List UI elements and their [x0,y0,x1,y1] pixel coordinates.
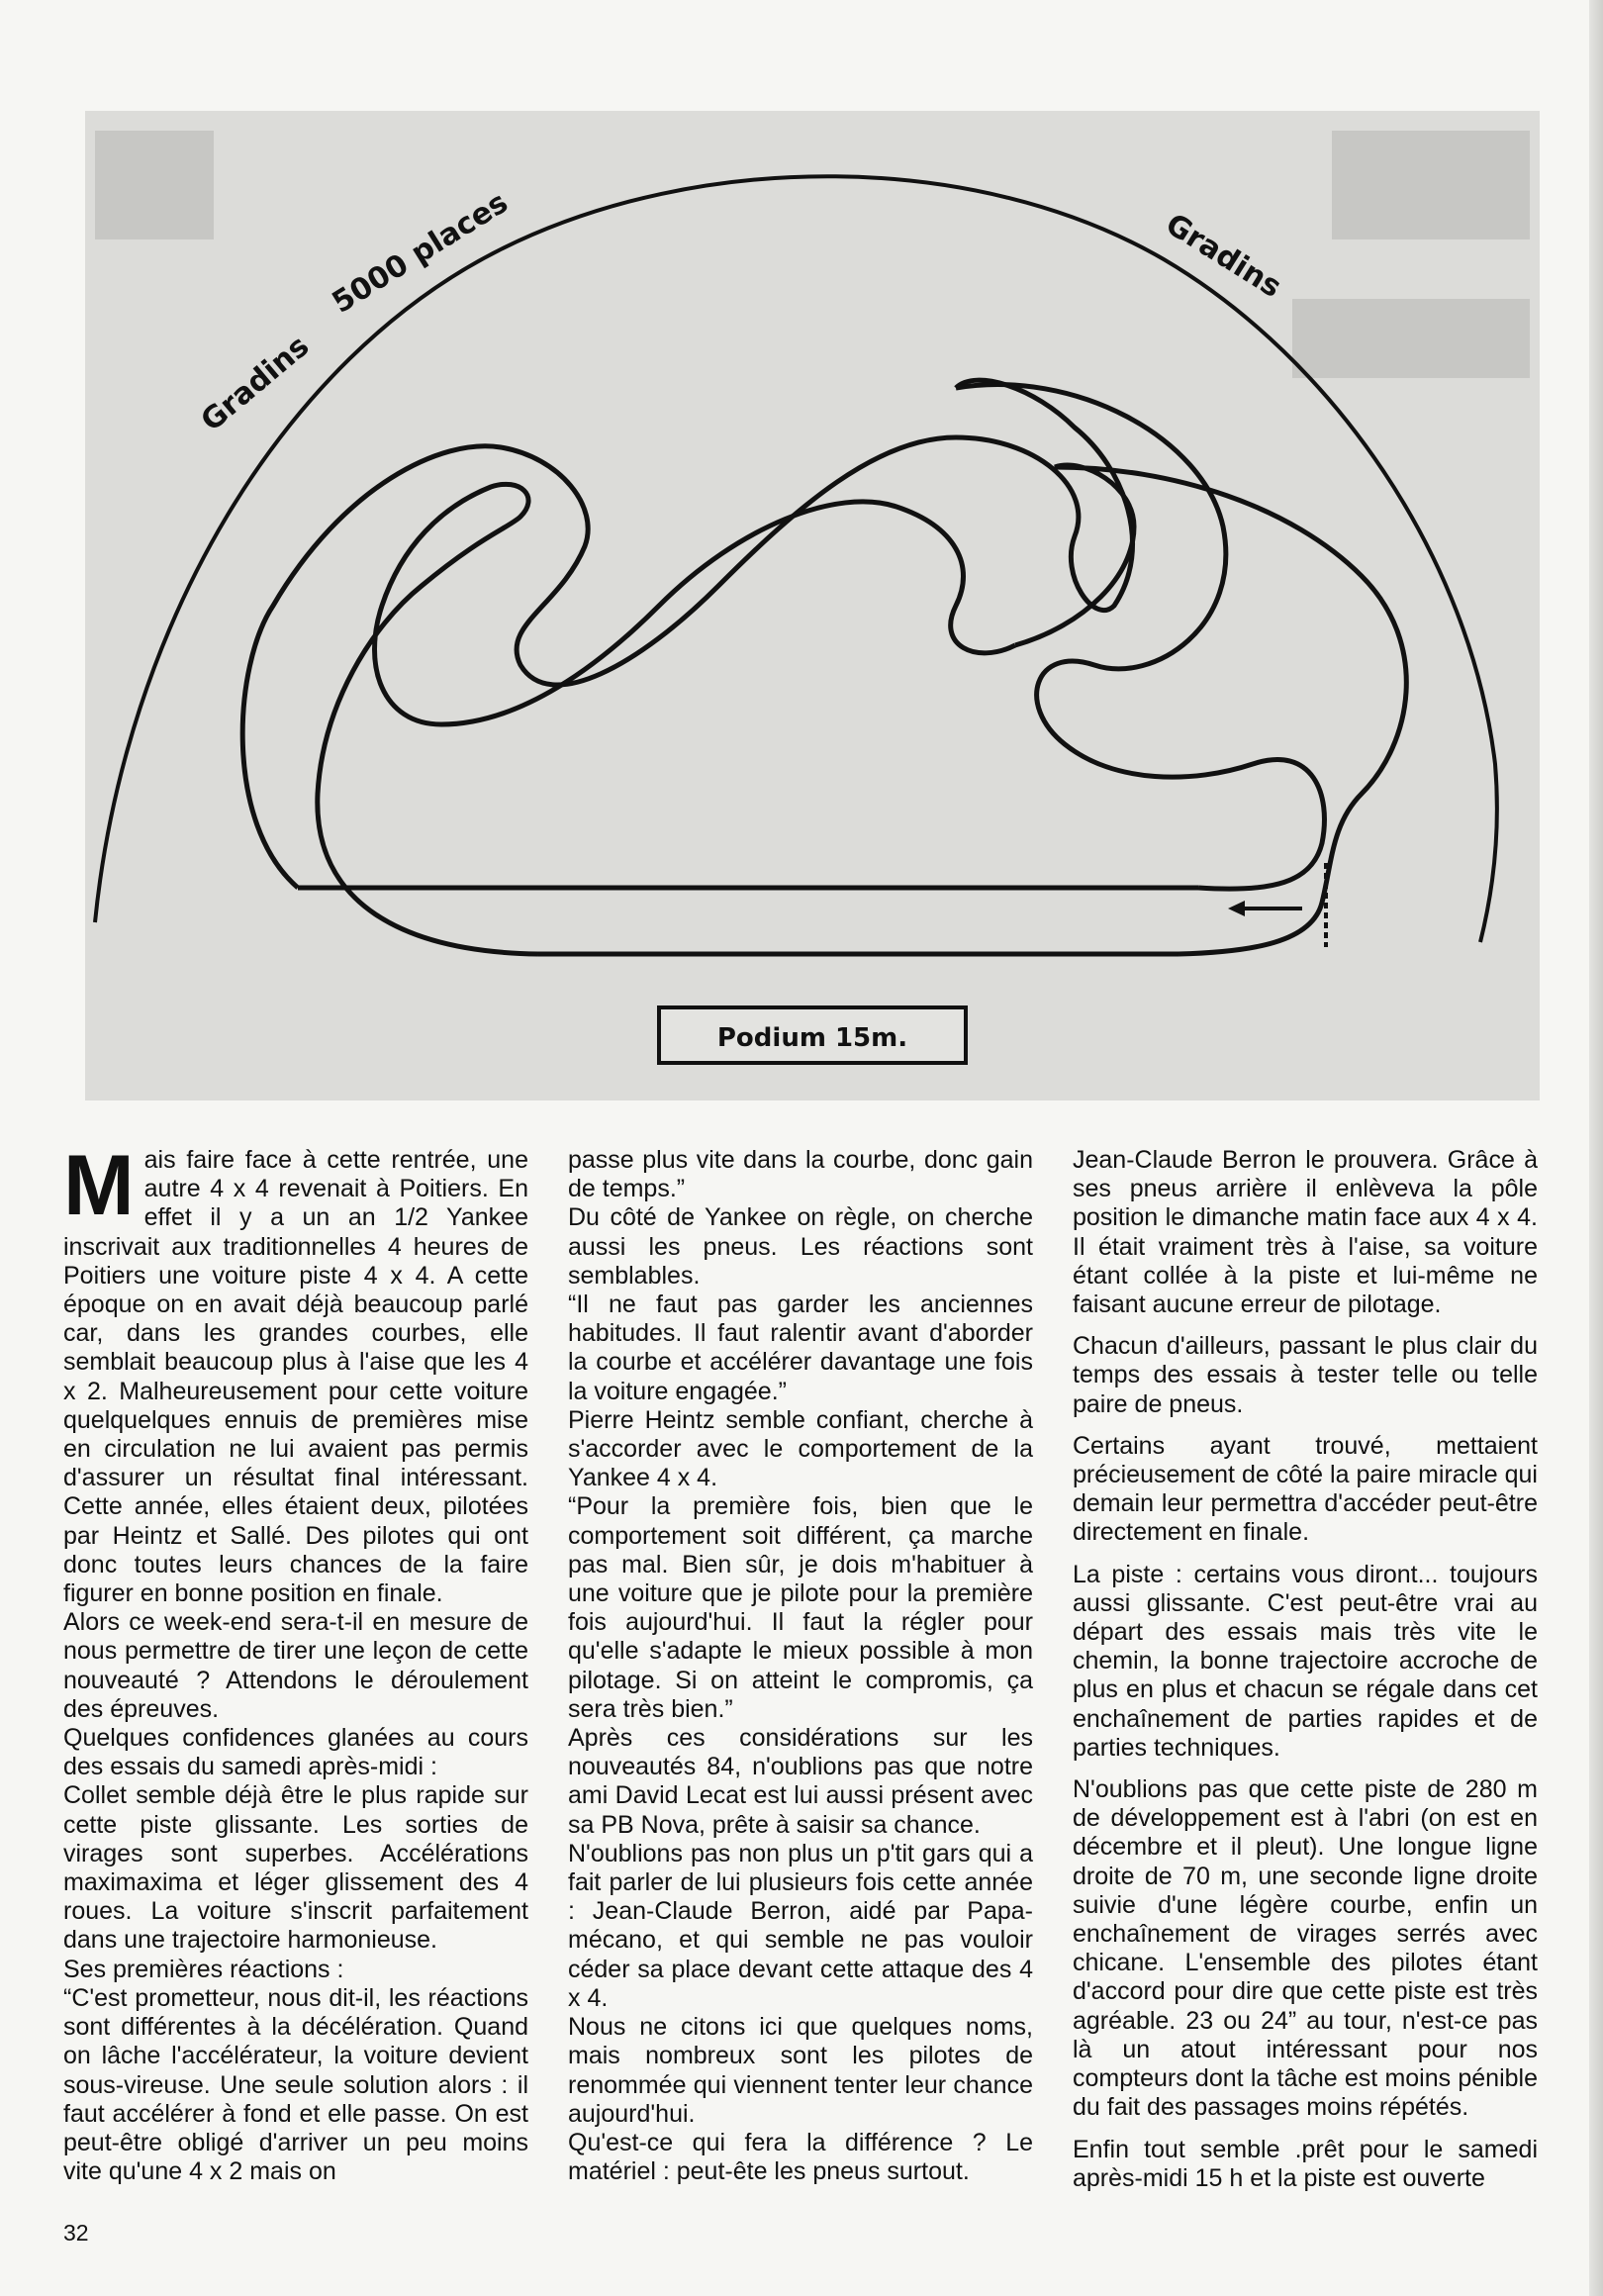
paragraph: Quelques confidences glanées au cours des essais du samedi après-midi : [63,1724,528,1781]
drop-cap: M [63,1138,135,1233]
paragraph: Chacun d'ailleurs, passant le plus clair du temps des essais à tester telle ou telle paire de pneus. [1073,1332,1538,1418]
paragraph: Qu'est-ce qui fera la différence ? Le matériel : peut-ête les pneus surtout. [568,2128,1033,2186]
paragraph: N'oublions pas que cette piste de 280 m de développement est à l'abri (on est en décembre et il pleut). Une longue ligne droite de 70 m, une seconde ligne droite suivie d'une légère courbe, enfin un enchaînement de virages serrés avec chicane. L'ensemble des pilotes étant d'accord pour dire que cette piste est très agréable. 23 ou 24” au tour, n'est-ce pas là un atout intéressant pour nos compteurs dont la tâche est moins pénible du fait des passages moins répétés. [1073,1775,1538,2122]
track-loop-right [956,385,1324,890]
article-column-1 [63,1138,528,2195]
paragraph-text: ais faire face à cette rentrée, une autre 4 x 4 revenait à Poitiers. En effet il y a un an 1/2 Yankee inscrivait aux traditionnelles 4 heures de Poitiers une voiture piste 4 x 4. A cette époque on en avait déjà beaucoup parlé car, dans les grandes courbes, elle semblait beaucoup plus à l'aise que les 4 x 2. Malheureusement pour cette voiture quelquelques ennuis de premières mise en circulation ne lui avaient pas permis d'assurer un résultat final intéressant. Cette année, elles étaient deux, pilotées par Heintz et Sallé. Des pilotes qui ont donc toutes leurs chances de la faire figurer en bonne position en finale. [63,1146,528,1608]
article-columns [63,1138,1540,2195]
background-ghost-block [1292,299,1530,378]
paragraph: “C'est prometteur, nous dit-il, les réactions sont différentes à la décélération. Quand on lâche l'accélérateur, la voiture devient sous-vireuse. Une seule solution alors : il faut accélérer à fond et elle passe. On est peut-être obligé d'arriver un peu moins vite qu'une 4 x 2 mais on [63,1983,528,2186]
paragraph: Enfin tout semble .prêt pour le samedi après-midi 15 h et la piste est ouverte [1073,2135,1538,2192]
article-column-3 [1073,1146,1538,2195]
capacity-label: 5000 places [326,185,515,321]
track-layout-drawing [85,111,1540,1100]
paragraph: Nous ne citons ici que quelques noms, mais nombreux sont les pilotes de renommée qui viennent tenter leur chance aujourd'hui. [568,2013,1033,2128]
background-ghost-block [1332,131,1530,239]
page-number: 32 [63,2220,89,2246]
paragraph: Certains ayant trouvé, mettaient précieusement de côté la paire miracle qui demain leur permettra d'accéder peut-être directement en finale. [1073,1431,1538,1547]
paragraph: Du côté de Yankee on règle, on cherche aussi les pneus. Les réactions sont semblables. [568,1203,1033,1290]
paragraph: N'oublions pas non plus un p'tit gars qui a fait parler de lui plusieurs fois cette année : Jean-Claude Berron, aidé par Papa-mécano, et qui semble ne pas vouloir céder sa place devant cette attaque des 4 x 4. [568,1839,1033,2012]
paragraph: Après ces considérations sur les nouveautés 84, n'oublions pas que notre ami David Lecat est lui aussi présent avec sa PB Nova, prête à saisir sa chance. [568,1724,1033,1839]
paragraph: Alors ce week-end sera-t-il en mesure de nous permettre de tirer une leçon de cette nouveauté ? Attendons le déroulement des épreuves. [63,1608,528,1723]
paragraph: passe plus vite dans la courbe, donc gain de temps.” [568,1146,1033,1203]
stands-label-right: Gradins [1159,207,1288,306]
direction-arrow [1228,901,1302,916]
paragraph [63,1138,528,1608]
paragraph: Collet semble déjà être le plus rapide sur cette piste glissante. Les sorties de virages sont superbes. Accélérations maximaxima et léger glissement des 4 roues. La voiture s'inscrit parfaitement dans une trajectoire harmonieuse. [63,1781,528,1955]
paragraph: Pierre Heintz semble confiant, cherche à s'accorder avec le comportement de la Yankee 4 x 4. [568,1405,1033,1492]
paragraph: La piste : certains vous diront... toujours aussi glissante. C'est peut-être vrai au départ des essais mais très vite le chemin, la bonne trajectoire accroche de plus en plus et chacun se régale dans cet enchaînement de parties rapides et de parties techniques. [1073,1560,1538,1762]
paragraph: Ses premières réactions : [63,1955,344,1983]
stands-label-left: Gradins [194,329,317,439]
track-diagram [85,111,1540,1100]
track-inner-edge [318,484,1015,954]
paragraph: “Pour la première fois, bien que le comportement soit différent, ça marche pas mal. Bien sûr, je dois m'habituer à une voiture que je pilote pour la première fois aujourd'hui. Il faut la régler pour qu'elle s'adapte le mieux possible à mon pilotage. Si on atteint le compromis, ça sera très bien.” [568,1492,1033,1723]
page-edge [1589,0,1603,2296]
article-column-2 [568,1146,1033,2195]
background-ghost-block [95,131,214,239]
paragraph: “Il ne faut pas garder les anciennes habitudes. Il faut ralentir avant d'aborder la courbe et accélérer davantage une fois la voiture engagée.” [568,1291,1033,1405]
paragraph: Jean-Claude Berron le prouvera. Grâce à ses pneus arrière il enlèveva la pôle position le dimanche matin face aux 4 x 4. Il était vraiment très à l'aise, sa voiture étant collée à la piste et lui-même ne faisant aucune erreur de pilotage. [1073,1146,1538,1319]
podium-label: Podium 15m. [716,1023,908,1053]
